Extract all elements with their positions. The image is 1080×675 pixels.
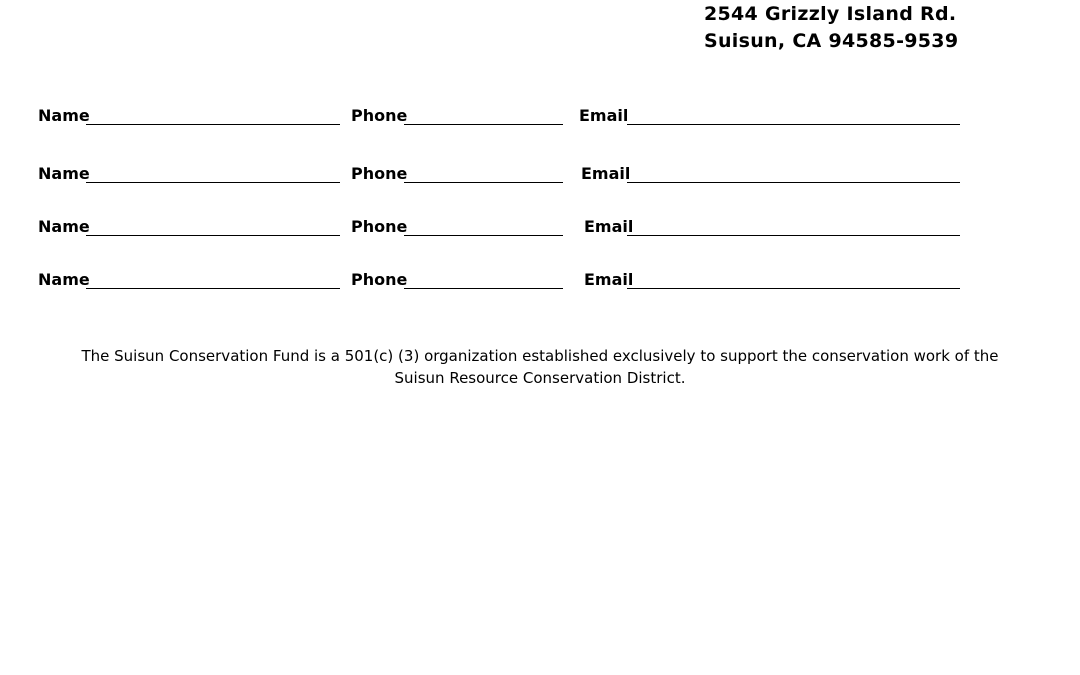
name-field[interactable] bbox=[86, 288, 340, 289]
phone-label: Phone bbox=[351, 106, 408, 125]
name-field[interactable] bbox=[86, 182, 340, 183]
name-field[interactable] bbox=[86, 235, 340, 236]
phone-label: Phone bbox=[351, 217, 408, 236]
name-field[interactable] bbox=[86, 124, 340, 125]
statement-line-2: Suisun Resource Conservation District. bbox=[394, 369, 686, 387]
phone-field[interactable] bbox=[404, 288, 563, 289]
email-field[interactable] bbox=[627, 235, 960, 236]
email-field[interactable] bbox=[627, 288, 960, 289]
name-label: Name bbox=[38, 106, 90, 125]
phone-field[interactable] bbox=[404, 182, 563, 183]
address-city-state-zip: Suisun, CA 94585-9539 bbox=[704, 30, 959, 52]
contact-row bbox=[0, 216, 1080, 240]
phone-label: Phone bbox=[351, 270, 408, 289]
email-label: Email bbox=[584, 270, 634, 289]
email-label: Email bbox=[579, 106, 629, 125]
email-field[interactable] bbox=[627, 182, 960, 183]
organization-statement bbox=[60, 345, 1020, 389]
email-label: Email bbox=[581, 164, 631, 183]
name-label: Name bbox=[38, 270, 90, 289]
address-street: 2544 Grizzly Island Rd. bbox=[704, 3, 957, 25]
contact-row bbox=[0, 163, 1080, 187]
phone-field[interactable] bbox=[404, 235, 563, 236]
email-label: Email bbox=[584, 217, 634, 236]
statement-line-1: The Suisun Conservation Fund is a 501(c) (3) organization established exclusively to support the conservation work of the bbox=[81, 347, 999, 365]
email-field[interactable] bbox=[627, 124, 960, 125]
contact-row bbox=[0, 105, 1080, 129]
contact-row bbox=[0, 269, 1080, 293]
phone-label: Phone bbox=[351, 164, 408, 183]
phone-field[interactable] bbox=[404, 124, 563, 125]
name-label: Name bbox=[38, 217, 90, 236]
name-label: Name bbox=[38, 164, 90, 183]
